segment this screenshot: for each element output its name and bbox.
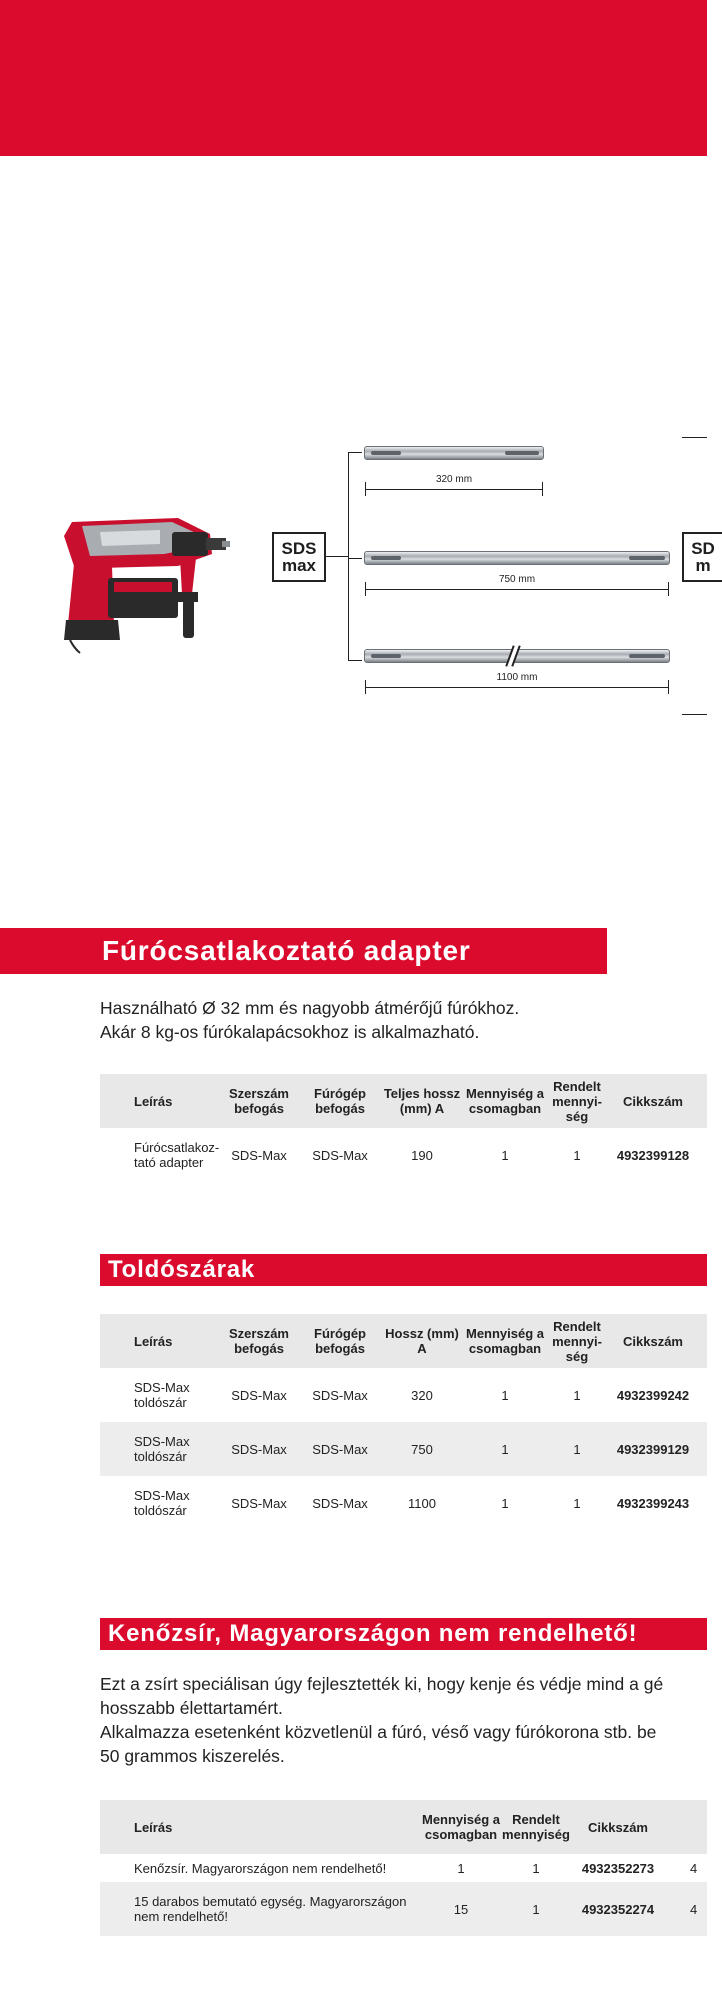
svg-text:M: M bbox=[120, 570, 126, 577]
cell-description: SDS-Max toldószár bbox=[134, 1380, 190, 1410]
col-header-pack-qty: Mennyiség a csomagban bbox=[465, 1326, 545, 1356]
grease-description-line-3: Alkalmazza esetenként közvetlenül a fúró, véső vagy fúrókorona stb. be bbox=[100, 1722, 657, 1742]
rotary-hammer-image bbox=[60, 508, 230, 653]
section-title-adapter: Fúrócsatlakoztató adapter bbox=[0, 928, 607, 974]
cell-length: 320 bbox=[411, 1387, 433, 1403]
rod-length-label: 750 mm bbox=[494, 574, 540, 585]
grease-table bbox=[100, 1800, 707, 1936]
col-header-pack-qty: Mennyiség a csomagban bbox=[421, 1812, 501, 1842]
sds-label-line2: max bbox=[281, 556, 317, 575]
grease-description-line-1: Ezt a zsírt speciálisan úgy fejlesztették ki, hogy kenje és védje mind a gé bbox=[100, 1674, 664, 1694]
cell-cut-off: 4 bbox=[690, 1901, 698, 1917]
cell-drill-chuck: SDS-Max bbox=[312, 1495, 368, 1511]
extensions-table bbox=[100, 1314, 707, 1530]
bracket-bottom-arm bbox=[348, 660, 362, 661]
cell-article-number: 4932399129 bbox=[616, 1441, 690, 1457]
cell-order-qty: 1 bbox=[573, 1495, 581, 1511]
col-header-tool-chuck: Szerszám befogás bbox=[229, 1086, 289, 1116]
table-header bbox=[100, 1074, 707, 1128]
col-header-drill-chuck: Fúrógép befogás bbox=[314, 1086, 366, 1116]
cell-length: 1100 bbox=[408, 1495, 436, 1511]
table-header bbox=[100, 1314, 707, 1368]
col-header-total-length: Teljes hossz (mm) A bbox=[383, 1086, 461, 1116]
cell-article-number: 4932399243 bbox=[616, 1495, 690, 1511]
cell-tool-chuck: SDS-Max bbox=[231, 1495, 287, 1511]
adapter-description-line-1: Használható Ø 32 mm és nagyobb átmérőjű fúrókhoz. bbox=[100, 998, 520, 1018]
table-header bbox=[100, 1800, 707, 1854]
cell-description: 15 darabos bemutató egység. Magyarországon nem rendelhető! bbox=[134, 1894, 407, 1924]
col-header-description: Leírás bbox=[134, 1093, 173, 1109]
cell-description: Fúrócsatlakoz-tató adapter bbox=[134, 1140, 220, 1170]
section-title-grease: Kenőzsír, Magyarországon nem rendelhető! bbox=[100, 1618, 707, 1650]
adapter-description-line-2: Akár 8 kg-os fúrókalapácsokhoz is alkalmazható. bbox=[100, 1022, 480, 1042]
col-header-description: Leírás bbox=[134, 1333, 173, 1349]
table-row bbox=[100, 1882, 707, 1936]
table-row bbox=[100, 1368, 707, 1422]
cell-pack-qty: 1 bbox=[501, 1387, 509, 1403]
extension-rod-750 bbox=[364, 551, 670, 565]
col-header-order-qty: Rendelt mennyiség bbox=[502, 1812, 570, 1842]
cell-tool-chuck: SDS-Max bbox=[231, 1441, 287, 1457]
adapter-table bbox=[100, 1074, 707, 1188]
cell-order-qty: 1 bbox=[573, 1441, 581, 1457]
sds-max-label-box bbox=[272, 532, 326, 582]
sds-max-label-box-right bbox=[682, 532, 722, 582]
cell-order-qty: 1 bbox=[532, 1860, 540, 1876]
cell-order-qty: 1 bbox=[532, 1901, 540, 1917]
bracket-top-arm bbox=[348, 452, 362, 453]
cell-pack-qty: 1 bbox=[501, 1441, 509, 1457]
cell-drill-chuck: SDS-Max bbox=[312, 1147, 368, 1163]
table-row bbox=[100, 1422, 707, 1476]
right-bracket-top bbox=[682, 437, 707, 438]
col-header-description: Leírás bbox=[134, 1819, 173, 1835]
extension-rod-320 bbox=[364, 446, 544, 460]
cell-cut-off: 4 bbox=[690, 1860, 698, 1876]
cell-article-number: 4932399128 bbox=[616, 1147, 690, 1163]
col-header-tool-chuck: Szerszám befogás bbox=[229, 1326, 289, 1356]
extension-diagram bbox=[0, 420, 715, 720]
col-header-article-number: Cikkszám bbox=[588, 1819, 648, 1835]
col-header-article-number: Cikkszám bbox=[623, 1093, 683, 1109]
cell-pack-qty: 1 bbox=[457, 1860, 465, 1876]
sds-label-line1: SD bbox=[691, 539, 715, 558]
cell-pack-qty: 15 bbox=[453, 1901, 469, 1917]
grease-description-line-2: hosszabb élettartamért. bbox=[100, 1698, 283, 1718]
cell-article-number: 4932352274 bbox=[581, 1901, 655, 1917]
cell-tool-chuck: SDS-Max bbox=[231, 1387, 287, 1403]
col-header-order-qty: Rendelt mennyi-ség bbox=[552, 1318, 602, 1364]
cell-drill-chuck: SDS-Max bbox=[312, 1387, 368, 1403]
bracket-mid-arm bbox=[348, 558, 362, 559]
cell-length: 190 bbox=[411, 1147, 433, 1163]
bracket-vertical bbox=[348, 452, 349, 660]
sds-label-line2: m bbox=[695, 556, 711, 575]
cell-description: Kenőzsír. Magyarországon nem rendelhető! bbox=[134, 1860, 387, 1876]
table-row bbox=[100, 1854, 707, 1882]
right-bracket-bottom bbox=[682, 714, 707, 715]
cell-pack-qty: 1 bbox=[501, 1495, 509, 1511]
rod-length-label: 320 mm bbox=[431, 474, 477, 485]
col-header-length: Hossz (mm) A bbox=[385, 1326, 459, 1356]
bracket-connector bbox=[326, 556, 348, 557]
cell-article-number: 4932399242 bbox=[616, 1387, 690, 1403]
cell-order-qty: 1 bbox=[573, 1147, 581, 1163]
cell-description: SDS-Max toldószár bbox=[134, 1434, 190, 1464]
col-header-article-number: Cikkszám bbox=[623, 1333, 683, 1349]
dimension-1100 bbox=[365, 672, 669, 694]
top-red-band bbox=[0, 0, 707, 156]
cell-order-qty: 1 bbox=[573, 1387, 581, 1403]
cell-article-number: 4932352273 bbox=[581, 1860, 655, 1876]
col-header-order-qty: Rendelt mennyi-ség bbox=[552, 1078, 602, 1124]
dimension-320 bbox=[365, 474, 543, 496]
table-row bbox=[100, 1128, 707, 1182]
dimension-750 bbox=[365, 574, 669, 596]
sds-label-line1: SDS bbox=[281, 539, 317, 558]
cell-description: SDS-Max toldószár bbox=[134, 1488, 190, 1518]
cell-pack-qty: 1 bbox=[501, 1147, 509, 1163]
cell-drill-chuck: SDS-Max bbox=[312, 1441, 368, 1457]
cell-length: 750 bbox=[411, 1441, 433, 1457]
grease-description-line-4: 50 grammos kiszerelés. bbox=[100, 1746, 285, 1766]
section-title-extensions: Toldószárak bbox=[100, 1254, 707, 1286]
rod-length-label: 1100 mm bbox=[492, 672, 543, 683]
col-header-pack-qty: Mennyiség a csomagban bbox=[465, 1086, 545, 1116]
cell-tool-chuck: SDS-Max bbox=[231, 1147, 287, 1163]
table-row bbox=[100, 1476, 707, 1530]
col-header-drill-chuck: Fúrógép befogás bbox=[314, 1326, 366, 1356]
